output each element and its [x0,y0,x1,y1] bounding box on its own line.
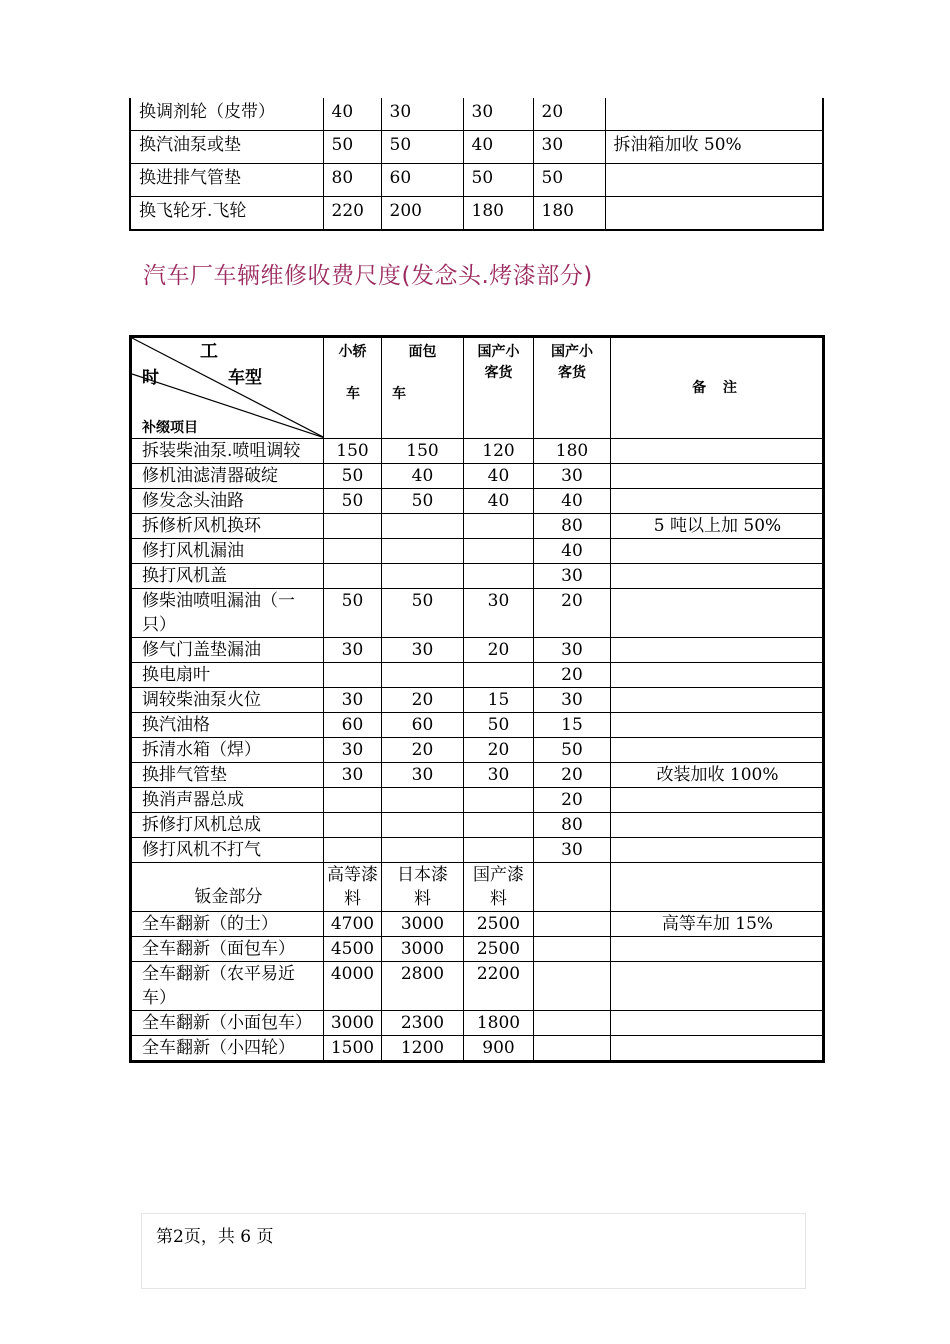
table-row [131,763,824,788]
item-cell: 拆修析风机换环 [131,514,324,539]
price-cell [382,663,464,688]
empty-cell [534,1036,611,1062]
price-cell: 20 [534,763,611,788]
price-cell [324,564,382,589]
price-cell: 30 [324,763,382,788]
item-cell: 修发念头油路 [131,489,324,514]
note-cell [611,638,824,663]
price-cell: 30 [534,464,611,489]
price-cell: 220 [323,197,381,231]
price-cell [324,788,382,813]
note-cell [611,688,824,713]
table-row [131,1011,824,1036]
price-cell: 180 [534,439,611,464]
note-cell: 拆油箱加收 50% [605,131,823,164]
price-cell: 30 [464,763,534,788]
item-cell: 修打风机不打气 [131,838,324,863]
price-cell: 2300 [382,1011,464,1036]
empty-cell [534,937,611,962]
price-cell: 900 [464,1036,534,1062]
header-repair-item: 补缀项目 [142,420,198,436]
table-row [131,937,824,962]
price-cell: 30 [534,688,611,713]
price-cell: 50 [381,131,463,164]
top-price-table [129,98,824,231]
price-cell: 50 [382,489,464,514]
item-cell: 全车翻新（小四轮） [131,1036,324,1062]
price-cell [464,514,534,539]
price-cell: 20 [533,98,605,131]
note-cell [611,439,824,464]
price-cell [464,663,534,688]
price-cell [324,539,382,564]
price-cell: 1200 [382,1036,464,1062]
price-cell: 30 [324,688,382,713]
header-domestic-1: 国产小 客货 [464,337,534,439]
table-row [131,738,824,763]
price-cell: 150 [382,439,464,464]
table-row [130,98,823,131]
price-cell: 80 [534,514,611,539]
price-cell: 200 [381,197,463,231]
diagonal-header-cell [131,337,324,439]
note-cell [605,197,823,231]
price-cell [324,838,382,863]
price-cell: 40 [534,539,611,564]
price-cell [382,838,464,863]
price-cell: 120 [464,439,534,464]
item-cell: 换汽油泵或垫 [130,131,323,164]
price-cell: 50 [323,131,381,164]
item-cell: 换排气管垫 [131,763,324,788]
price-cell: 50 [324,589,382,638]
price-cell: 20 [382,688,464,713]
price-cell: 20 [534,663,611,688]
price-cell: 40 [323,98,381,131]
item-cell: 全车翻新（农平易近车） [131,962,324,1011]
header-gong: 工 [200,341,218,362]
note-cell [611,738,824,763]
price-cell: 2200 [464,962,534,1011]
price-cell: 180 [533,197,605,231]
item-cell: 换调剂轮（皮带） [130,98,323,131]
sheet-metal-header-row [131,863,824,912]
price-cell: 30 [382,638,464,663]
price-cell: 15 [464,688,534,713]
price-cell: 60 [381,164,463,197]
price-cell [324,663,382,688]
note-cell [611,564,824,589]
price-cell: 180 [463,197,533,231]
item-cell: 全车翻新（面包车） [131,937,324,962]
header-note: 备 注 [611,337,824,439]
price-cell [464,813,534,838]
table-row [130,197,823,231]
note-cell [611,589,824,638]
price-cell: 2500 [464,912,534,937]
table-row [131,788,824,813]
table-row [131,912,824,937]
price-cell: 30 [382,763,464,788]
price-cell: 15 [534,713,611,738]
page-footer [141,1213,806,1289]
item-cell: 拆清水箱（焊） [131,738,324,763]
table-row [131,962,824,1011]
price-cell: 40 [464,464,534,489]
paint-premium-header: 高等漆料 [324,863,382,912]
price-cell: 50 [382,589,464,638]
price-cell: 60 [382,713,464,738]
empty-cell [611,863,824,912]
table-row [131,1036,824,1062]
empty-cell [534,1011,611,1036]
price-cell: 20 [382,738,464,763]
header-domestic-2: 国产小 客货 [534,337,611,439]
page-number: 第2页，共 6 页 [156,1227,274,1247]
note-cell [611,1036,824,1062]
price-cell: 30 [464,589,534,638]
price-cell: 2800 [382,962,464,1011]
price-cell: 50 [463,164,533,197]
sheet-metal-label: 钣金部分 [131,863,324,912]
item-cell: 全车翻新（的士） [131,912,324,937]
price-cell: 4700 [324,912,382,937]
note-cell [611,962,824,1011]
note-cell: 改装加收 100% [611,763,824,788]
note-cell: 高等车加 15% [611,912,824,937]
header-sedan: 小轿 车 [324,337,382,439]
price-cell: 3000 [382,937,464,962]
table-row [131,439,824,464]
table-row [131,539,824,564]
item-cell: 修柴油喷咀漏油（一只） [131,589,324,638]
price-cell: 30 [324,638,382,663]
price-cell: 30 [534,838,611,863]
table-row [131,838,824,863]
table-row [130,131,823,164]
price-cell [464,788,534,813]
note-cell [611,539,824,564]
note-cell [611,1011,824,1036]
table-row [131,813,824,838]
price-cell: 60 [324,713,382,738]
header-shi: 时 [142,368,159,388]
price-cell: 20 [464,638,534,663]
table-row [131,688,824,713]
item-cell: 修机油滤清器破绽 [131,464,324,489]
price-cell: 20 [464,738,534,763]
price-cell: 4000 [324,962,382,1011]
price-cell [324,514,382,539]
main-price-table [129,335,825,1063]
price-cell: 30 [381,98,463,131]
table-header-row [131,337,824,439]
item-cell: 全车翻新（小面包车） [131,1011,324,1036]
price-cell [464,838,534,863]
price-cell: 40 [534,489,611,514]
price-cell: 30 [463,98,533,131]
note-cell [611,663,824,688]
note-cell [611,788,824,813]
note-cell [611,813,824,838]
header-van: 面包 车 [382,337,464,439]
item-cell: 换飞轮牙.飞轮 [130,197,323,231]
price-cell: 20 [534,589,611,638]
item-cell: 换消声器总成 [131,788,324,813]
table-row [131,589,824,638]
item-cell: 换打风机盖 [131,564,324,589]
note-cell: 5 吨以上加 50% [611,514,824,539]
price-cell: 40 [463,131,533,164]
table-row [131,663,824,688]
item-cell: 换进排气管垫 [130,164,323,197]
table-row [131,464,824,489]
price-cell: 50 [533,164,605,197]
empty-cell [534,863,611,912]
price-cell [382,788,464,813]
price-cell: 3000 [382,912,464,937]
price-cell: 20 [534,788,611,813]
price-cell: 50 [324,464,382,489]
table-row [130,164,823,197]
price-cell: 4500 [324,937,382,962]
price-cell: 30 [534,638,611,663]
price-cell: 50 [464,713,534,738]
price-cell: 2500 [464,937,534,962]
price-cell [324,813,382,838]
table-row [131,564,824,589]
price-cell [464,564,534,589]
price-cell: 1500 [324,1036,382,1062]
price-cell: 30 [324,738,382,763]
item-cell: 换电扇叶 [131,663,324,688]
price-cell [382,539,464,564]
item-cell: 拆修打风机总成 [131,813,324,838]
note-cell [611,838,824,863]
item-cell: 修打风机漏油 [131,539,324,564]
item-cell: 拆装柴油泵.喷咀调较 [131,439,324,464]
price-cell: 50 [324,489,382,514]
item-cell: 修气门盖垫漏油 [131,638,324,663]
paint-japanese-header: 日本漆料 [382,863,464,912]
table-row [131,514,824,539]
note-cell [611,489,824,514]
price-cell: 1800 [464,1011,534,1036]
note-cell [611,937,824,962]
price-cell: 3000 [324,1011,382,1036]
table-row [131,713,824,738]
note-cell [611,464,824,489]
note-cell [605,164,823,197]
price-cell [464,539,534,564]
price-cell: 150 [324,439,382,464]
table-row [131,489,824,514]
empty-cell [534,962,611,1011]
table-row [131,638,824,663]
price-cell: 80 [534,813,611,838]
price-cell [382,813,464,838]
note-cell [611,713,824,738]
price-cell: 80 [323,164,381,197]
price-cell [382,514,464,539]
price-cell: 30 [534,564,611,589]
item-cell: 调较柴油泵火位 [131,688,324,713]
header-vehicle-type: 车型 [228,368,262,388]
page-title: 汽车厂车辆维修收费尺度(发念头.烤漆部分) [143,263,593,289]
price-cell: 40 [464,489,534,514]
note-cell [605,98,823,131]
price-cell: 30 [533,131,605,164]
empty-cell [534,912,611,937]
price-cell [382,564,464,589]
paint-domestic-header: 国产漆料 [464,863,534,912]
price-cell: 50 [534,738,611,763]
item-cell: 换汽油格 [131,713,324,738]
price-cell: 40 [382,464,464,489]
